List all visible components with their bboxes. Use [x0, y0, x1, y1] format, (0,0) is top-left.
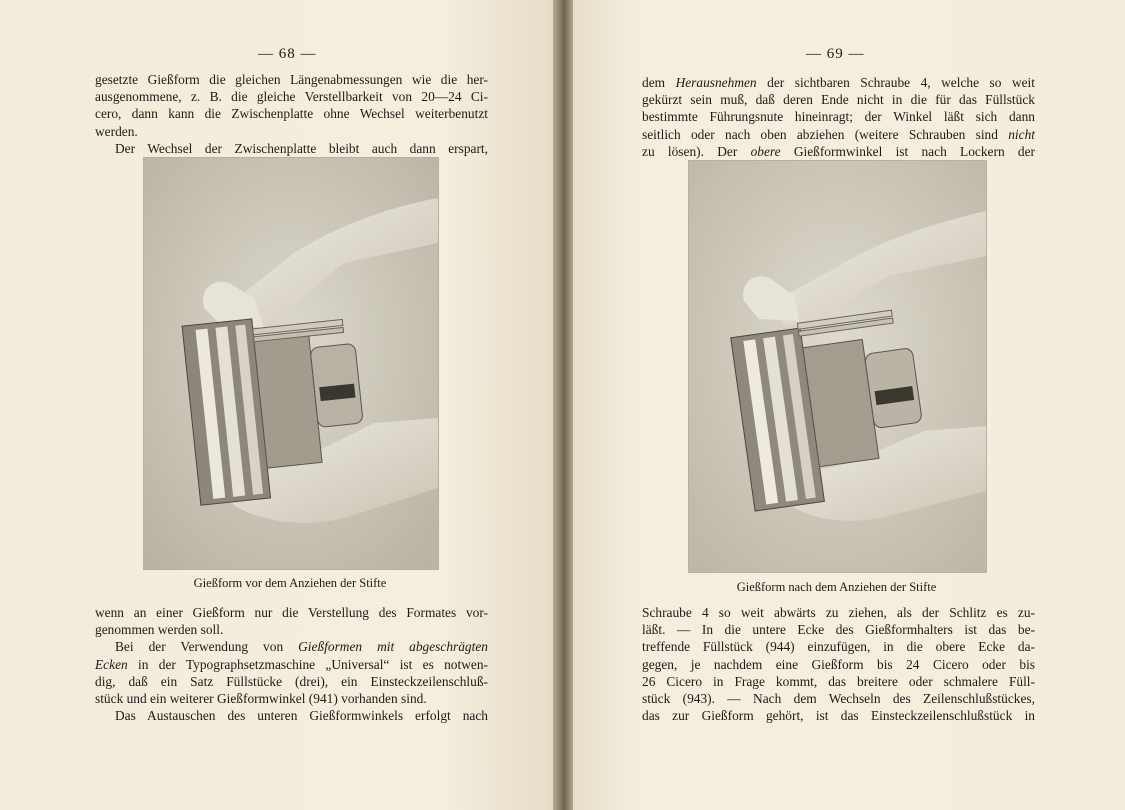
text-line: bestimmte Führungsnute hineinragt; der Winkel läßt sich dann [642, 109, 1035, 125]
left-page [0, 0, 553, 810]
text-line: stück und ein weiterer Gießformwinkel (941) vorhanden sind. [95, 691, 427, 707]
photo-mold-before [143, 157, 439, 570]
text-line [642, 126, 1035, 143]
text-emphasis: obere [750, 143, 781, 159]
text-line [642, 143, 1035, 160]
text-line: Schraube 4 so weit abwärts zu ziehen, als der Schlitz es zu- [642, 605, 1035, 620]
text-line: das zur Gießform gehört, ist das Einsteckzeilenschlußstück in [642, 708, 1035, 724]
text-line: dig, daß ein Satz Füllstücke (drei), ein Einsteckzeilenschluß- [95, 673, 488, 689]
text-span: zu lösen). Der [642, 143, 751, 159]
text-emphasis: Ecken [95, 656, 128, 672]
right-paragraph-2 [642, 604, 1035, 724]
text-emphasis: Gießformen mit abgeschrägten [298, 639, 488, 655]
page-number-68: — 68 — [258, 46, 317, 62]
text-line: werden. [95, 123, 138, 139]
text-span: dem [642, 75, 676, 90]
text-line: wenn an einer Gießform nur die Verstellung des Formates vor- [95, 605, 488, 620]
text-span: Gießformwinkel ist nach Lockern der [780, 143, 1035, 159]
photo-mold-after [688, 160, 987, 573]
text-span: in der Typographsetzmaschine „Universal“ ist es notwen- [127, 656, 488, 672]
text-line: genommen werden soll. [95, 622, 224, 638]
text-line: ausgenommene, z. B. die gleiche Verstellbarkeit von 20—24 Ci- [95, 89, 488, 105]
text-line: 26 Cicero in Frage kommt, das breitere oder schmalere Füll- [642, 673, 1035, 689]
text-emphasis: Herausnehmen [675, 75, 757, 90]
text-line: gekürzt sein muß, daß deren Ende nicht in die für das Füllstück [642, 92, 1035, 108]
photo-illustration [689, 161, 986, 572]
text-line: Der Wechsel der Zwischenplatte bleibt auch dann erspart, [115, 140, 488, 156]
text-line [95, 656, 488, 673]
text-line: gegen, je nachdem eine Gießform bis 24 Cicero oder bis [642, 656, 1035, 672]
caption-right: Gießform nach dem Anziehen der Stifte [736, 580, 937, 594]
text-emphasis: nicht [1008, 126, 1035, 142]
text-span: seitlich oder nach oben abziehen (weitere Schrauben sind [642, 126, 1009, 142]
text-line: stück (943). — Nach dem Wechseln des Zeilenschlußstückes, [642, 691, 1035, 707]
text-span: der sichtbaren Schraube 4, welche so weit [756, 75, 1035, 90]
right-paragraph-1 [642, 74, 1035, 160]
left-paragraph-1 [95, 71, 488, 157]
page-number-69: — 69 — [806, 46, 865, 62]
text-line: gesetzte Gießform die gleichen Längenabmessungen wie die her- [95, 72, 488, 87]
caption-left: Gießform vor dem Anziehen der Stifte [193, 576, 387, 590]
text-line: cero, dann kann die Zwischenplatte ohne Wechsel weiterbenutzt [95, 106, 488, 122]
text-line [95, 638, 488, 655]
text-line: Das Austauschen des unteren Gießformwinkels erfolgt nach [115, 708, 488, 724]
photo-illustration [144, 158, 438, 569]
text-line: läßt. — In die untere Ecke des Gießformhalters ist das be- [642, 622, 1035, 638]
right-page [573, 0, 1125, 810]
book-gutter [553, 0, 573, 810]
text-line [642, 74, 1035, 91]
text-span: Bei der Verwendung von [115, 639, 299, 655]
text-line: treffende Füllstück (944) einzufügen, in die obere Ecke da- [642, 639, 1035, 655]
left-paragraph-2 [95, 604, 488, 724]
